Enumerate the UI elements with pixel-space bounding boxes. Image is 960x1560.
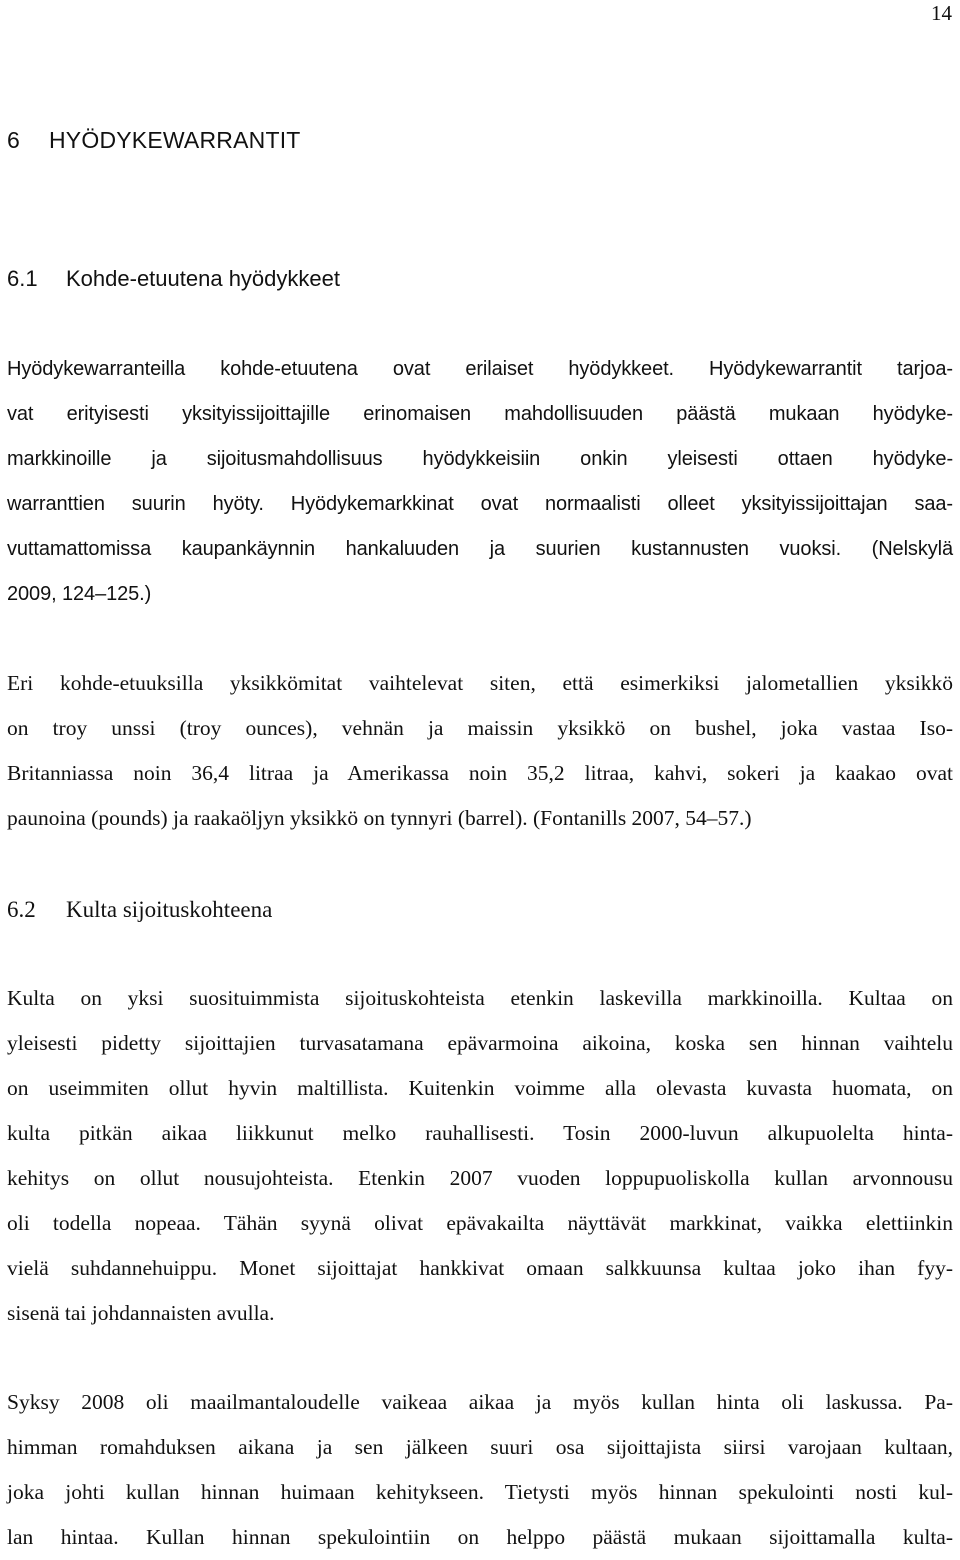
section-title: Kohde-etuutena hyödykkeet xyxy=(66,266,340,291)
text-line: himman romahduksen aikana ja sen jälkeen suuri osa sijoittajista siirsi varojaan kultaan, xyxy=(7,1435,953,1459)
text-line: Kulta on yksi suosituimmista sijoituskohteista etenkin laskevilla markkinoilla. Kultaa on xyxy=(7,986,953,1010)
text-line: 2009, 124–125.) xyxy=(7,583,152,605)
text-line: kehitys on ollut nousujohteista. Etenkin 2007 vuoden loppupuoliskolla kullan arvonnousu xyxy=(7,1166,953,1190)
text-line: kulta pitkän aikaa liikkunut melko rauhallisesti. Tosin 2000-luvun alkupuolelta hinta- xyxy=(7,1121,953,1145)
section-number: 6.2 xyxy=(7,897,36,922)
text-line: oli todella nopeaa. Tähän syynä olivat epävakailta näyttävät markkinat, vaikka elettiinkin xyxy=(7,1211,953,1235)
text-line: Eri kohde-etuuksilla yksikkömitat vaihtelevat siten, että esimerkiksi jalometallien yksikkö xyxy=(7,671,953,695)
text-line: vat erityisesti yksityissijoittajille erinomaisen mahdollisuuden päästä mukaan hyödyke- xyxy=(7,403,953,425)
text-line: joka johti kullan hinnan huimaan kehitykseen. Tietysti myös hinnan spekulointi nosti kul- xyxy=(7,1480,953,1504)
section-title: Kulta sijoituskohteena xyxy=(66,897,273,922)
chapter-title: HYÖDYKEWARRANTIT xyxy=(49,127,301,153)
section-number: 6.1 xyxy=(7,266,38,291)
text-line: Hyödykewarranteilla kohde-etuutena ovat erilaiset hyödykkeet. Hyödykewarrantit tarjoa- xyxy=(7,358,953,380)
text-line: on troy unssi (troy ounces), vehnän ja maissin yksikkö on bushel, joka vastaa Iso- xyxy=(7,716,953,740)
text-line: on useimmiten ollut hyvin maltillista. Kuitenkin voimme alla olevasta kuvasta huomata, on xyxy=(7,1076,953,1100)
text-line: vuttamattomissa kaupankäynnin hankaluuden ja suurien kustannusten vuoksi. (Nelskylä xyxy=(7,538,953,560)
text-line: warranttien suurin hyöty. Hyödykemarkkinat ovat normaalisti olleet yksityissijoittajan saa- xyxy=(7,493,953,515)
text-line: Syksy 2008 oli maailmantaloudelle vaikeaa aikaa ja myös kullan hinta oli laskussa. Pa- xyxy=(7,1390,953,1414)
paragraph-autumn-2008 xyxy=(7,1380,953,1560)
text-line: vielä suhdannehuippu. Monet sijoittajat hankkivat omaan salkkuunsa kultaa joko ihan fyy- xyxy=(7,1256,953,1280)
section-heading-6-1 xyxy=(7,266,340,292)
text-line: lan hintaa. Kullan hinnan spekulointiin on helppo päästä mukaan sijoittamalla kulta- xyxy=(7,1525,953,1549)
text-line: sisenä tai johdannaisten avulla. xyxy=(7,1301,275,1325)
paragraph-units xyxy=(7,661,953,841)
text-line: Britanniassa noin 36,4 litraa ja Amerikassa noin 35,2 litraa, kahvi, sokeri ja kaakao ovat xyxy=(7,761,953,785)
text-line: markkinoille ja sijoitusmahdollisuus hyödykkeisiin onkin yleisesti ottaen hyödyke- xyxy=(7,448,953,470)
page-number: 14 xyxy=(931,1,952,25)
chapter-heading xyxy=(7,127,301,154)
paragraph-commodities-intro xyxy=(7,347,953,617)
section-heading-6-2 xyxy=(7,897,272,923)
text-line: yleisesti pidetty sijoittajien turvasatamana epävarmoina aikoina, koska sen hinnan vaihtelu xyxy=(7,1031,953,1055)
text-line: paunoina (pounds) ja raakaöljyn yksikkö on tynnyri (barrel). (Fontanills 2007, 54–57.) xyxy=(7,806,752,830)
chapter-number: 6 xyxy=(7,127,20,153)
paragraph-gold-safe-haven xyxy=(7,976,953,1336)
